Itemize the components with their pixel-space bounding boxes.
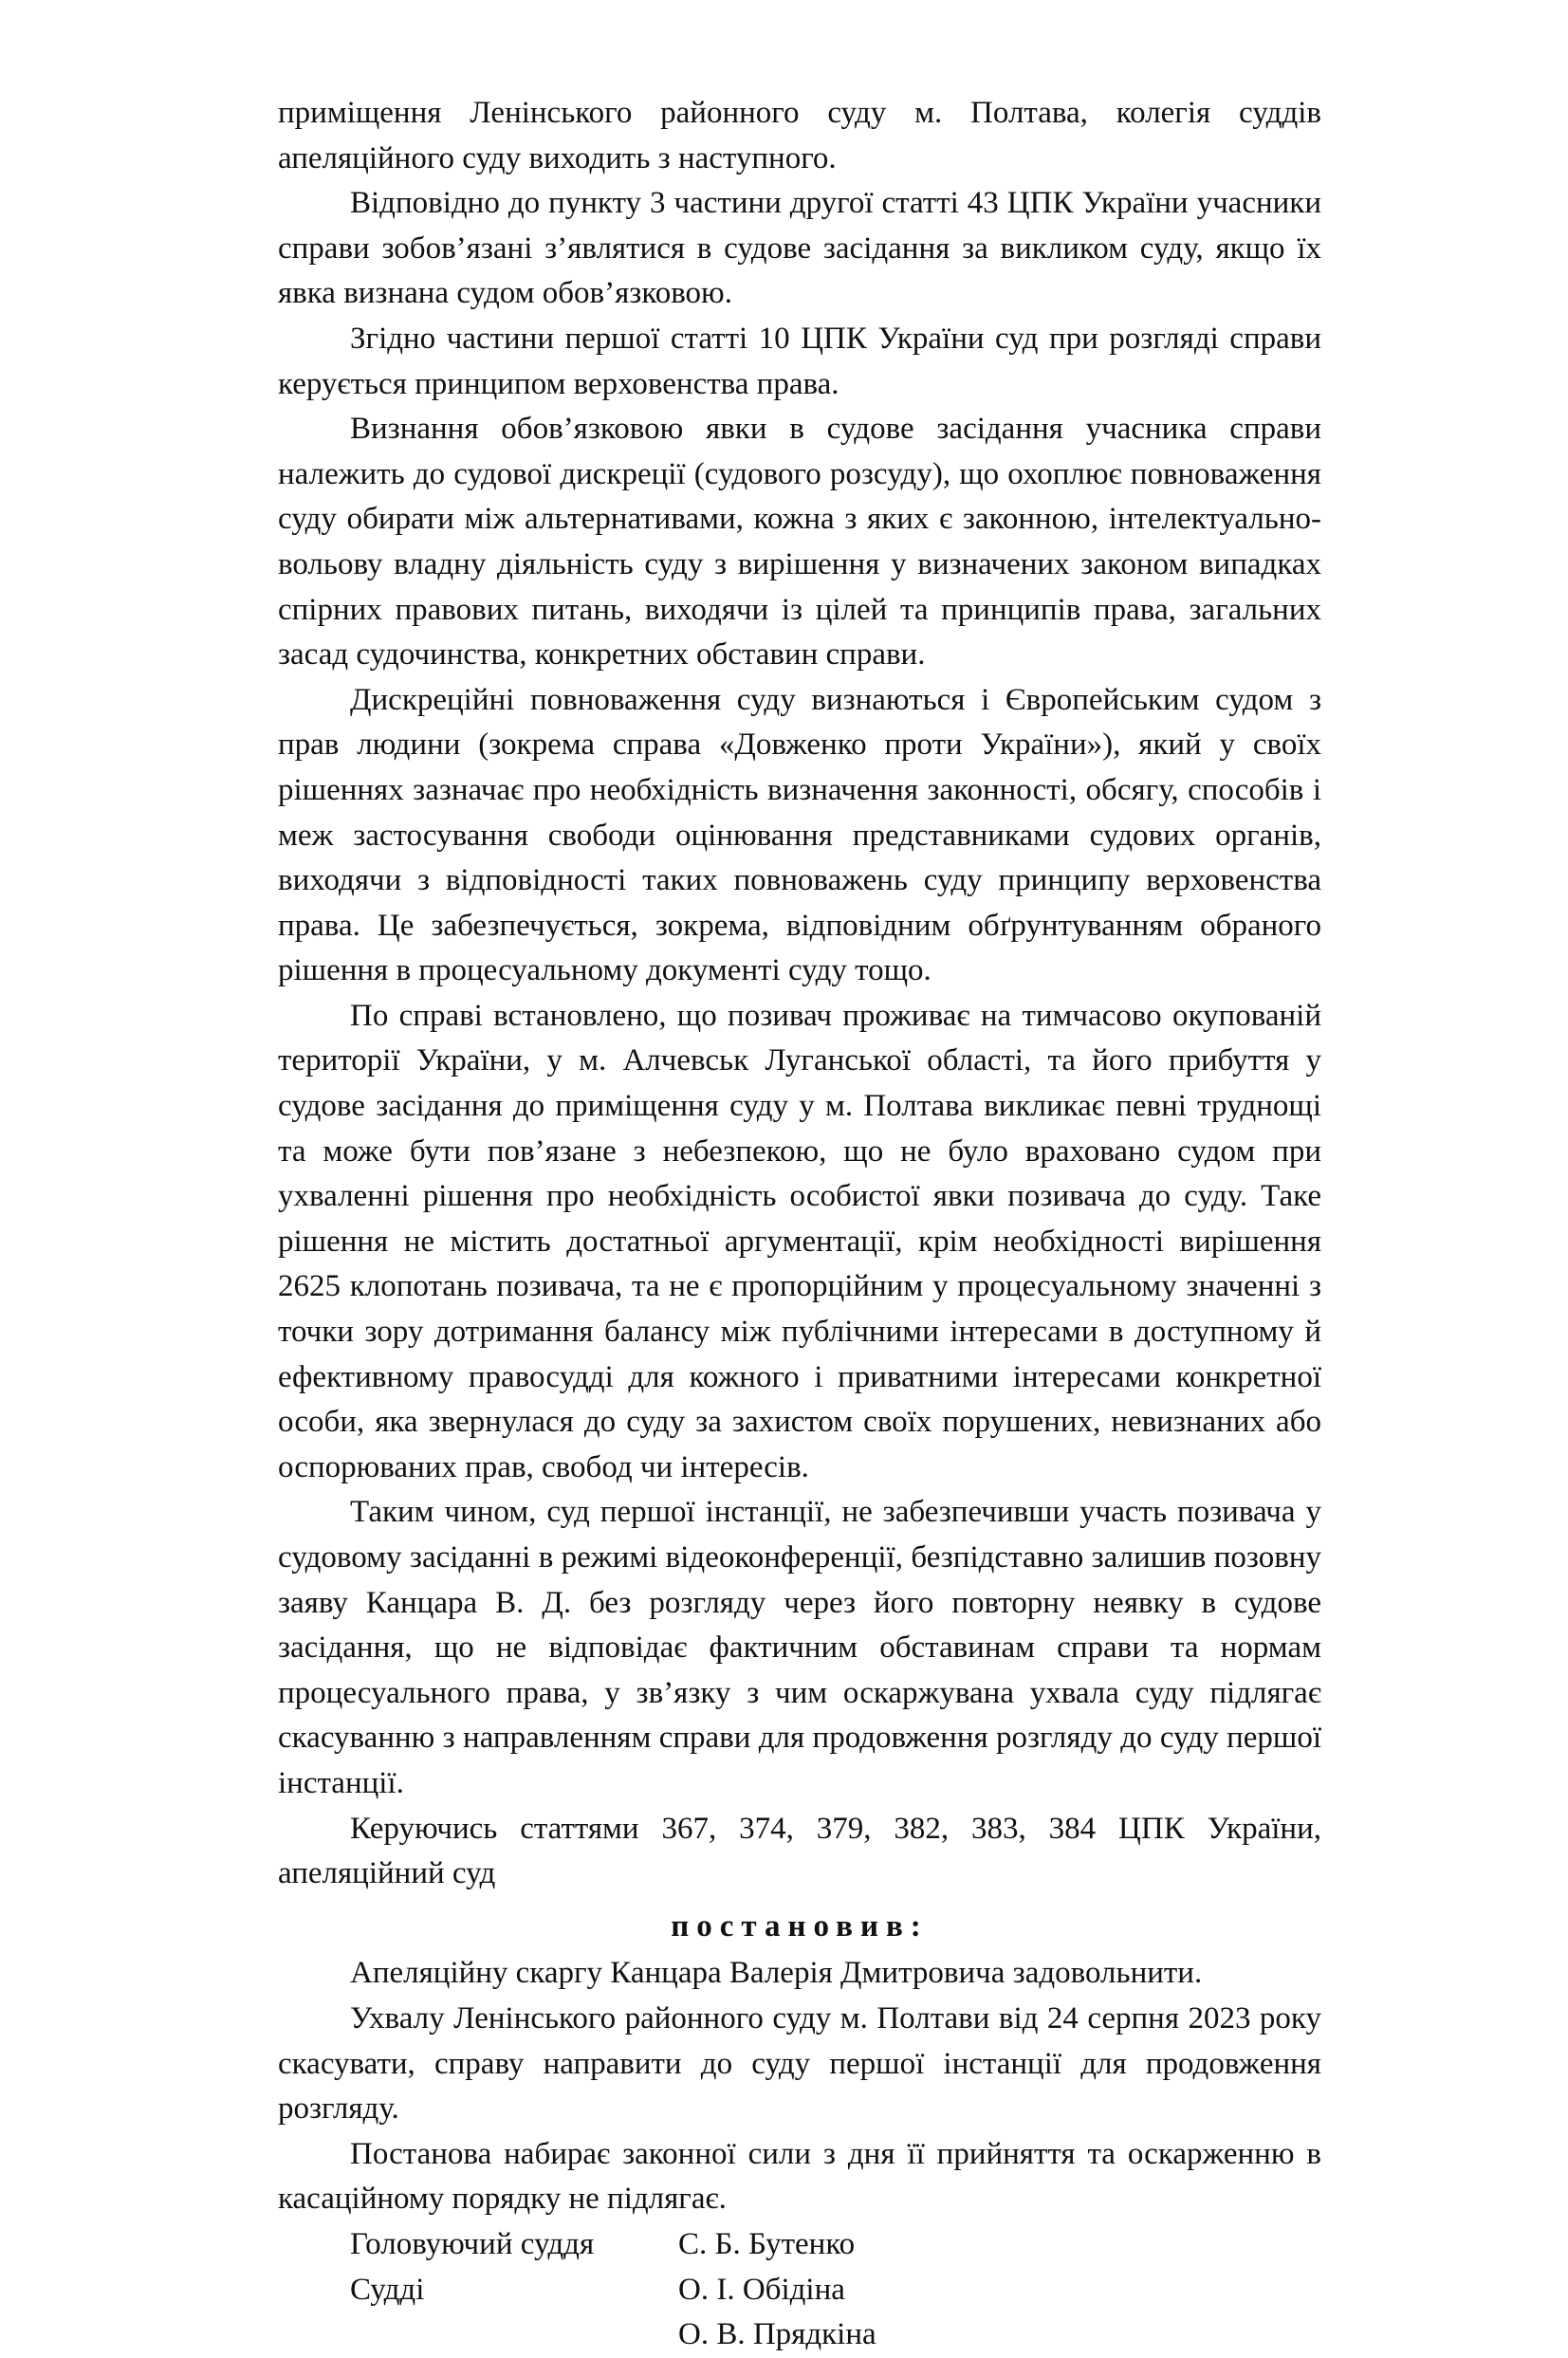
signature-role: Судді [350,2272,425,2307]
resolution-item: Ухвалу Ленінського районного суду м. Полтави від 24 серпня 2023 року скасувати, справу направити до суду першої інстанції для продовження розгляду. [278,2000,1321,2127]
paragraph-continuation: приміщення Ленінського районного суду м. Полтава, колегія суддів апеляційного суду виходить з наступного. [278,96,1321,175]
paragraph-judicial-discretion: Визнання обов’язковою явки в судове засідання учасника справи належить до судової дискреції (судового розсуду), що охоплює повноваження суду обирати між альтернативами, кожна з яких є законною, інтелектуально-вольову владну діяльність суду з вирішення у визначених законом випадках спірних правових питань, виходячи із цілей та принципів права, загальних засад судочинства, конкретних обставин справи. [278,412,1321,672]
signature-row [278,2312,1321,2358]
paragraph-guided-by: Керуючись статтями 367, 374, 379, 382, 383, 384 ЦПК України, апеляційний суд [278,1811,1321,1891]
signature-name: О. В. Прядкіна [678,2317,876,2352]
paragraph-conclusion: Таким чином, суд першої інстанції, не забезпечивши участь позивача у судовому засіданні в режимі відеоконференції, безпідставно залишив позовну заяву Канцара В. Д. без розгляду через його повторну неявку в судове засідання, що не відповідає фактичним обставинам справи та нормам процесуального права, у зв’язку з чим оскаржувана ухвала суду підлягає скасуванню з направленням справи для продовження розгляду до суду першої інстанції. [278,1495,1321,1800]
signature-row [278,2268,1321,2313]
signature-role: Головуючий суддя [350,2226,595,2261]
document-page [278,91,1321,2358]
paragraph-case-facts: По справі встановлено, що позивач проживає на тимчасово окупованій території України, у м. Алчевськ Луганської області, та його прибуття у судове засідання до приміщення суду у м. Полтава викликає певні труднощі та може бути пов’язане з небезпекою, що не було враховано судом при ухваленні рішення про необхідність особистої явки позивача до суду. Таке рішення не містить достатньої аргументації, крім необхідності вирішення 2625 клопотань позивача, та не є пропорційним у процесуальному значенні з точки зору дотримання балансу між публічними інтересами в доступному й ефективному правосудді для кожного і приватними інтересами конкретної особи, яка звернулася до суду за захистом своїх порушених, невизнаних або оспорюваних прав, свобод чи інтересів. [278,998,1321,1484]
paragraph-article-10: Згідно частини першої статті 10 ЦПК України суд при розгляді справи керується принципом верховенства права. [278,321,1321,401]
signature-row [278,2222,1321,2268]
resolution-item: Постанова набирає законної сили з дня її прийняття та оскарженню в касаційному порядку не підлягає. [278,2136,1321,2217]
paragraph-article-43: Відповідно до пункту 3 частини другої статті 43 ЦПК України учасники справи зобов’язані з’являтися в судове засідання за викликом суду, якщо їх явка визнана судом обов’язковою. [278,186,1321,311]
signature-role [278,2312,678,2358]
resolution-item: Апеляційну скаргу Канцара Валерія Дмитровича задовольнити. [350,1956,1203,1991]
signature-block [278,2222,1321,2358]
resolution-heading: постановив: [671,1908,929,1944]
signature-name: С. Б. Бутенко [678,2226,856,2261]
paragraph-echr: Дискреційні повноваження суду визнаються і Європейським судом з прав людини (зокрема справа «Довженко проти України»), який у своїх рішеннях зазначає про необхідність визначення законності, обсягу, способів і меж застосування свободи оцінювання представниками судових органів, виходячи з відповідності таких повноважень суду принципу верховенства права. Це забезпечується, зокрема, відповідним обґрунтуванням обраного рішення в процесуальному документі суду тощо. [278,682,1321,988]
signature-name: О. І. Обідіна [678,2272,845,2307]
